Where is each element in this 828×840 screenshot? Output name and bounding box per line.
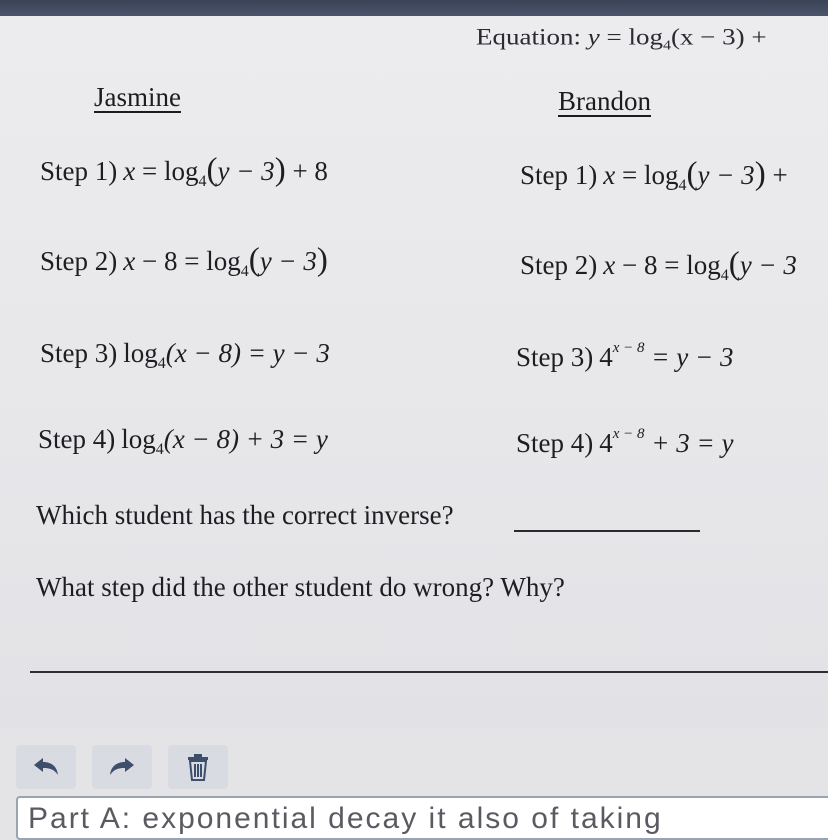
delete-button[interactable] [168, 745, 228, 789]
part-a-text: Part A: exponential decay it also of taking [28, 802, 663, 835]
jasmine-step-3: Step 3) $\log_4(x - 8) = y - 3$ [40, 338, 330, 372]
student-name-jasmine: Jasmine [94, 82, 181, 112]
given-equation: Equation: $y = \log_4(x - 3)$ + [476, 24, 767, 53]
jasmine-step-2: Step 2) $x - 8 = \log_4(y - 3)$ [40, 242, 328, 280]
redo-icon [107, 755, 137, 779]
trash-icon [185, 752, 211, 782]
question-wrong-step: What step did the other student do wrong? Why? [36, 572, 565, 602]
window-top-bar [0, 0, 828, 16]
student-name-brandon: Brandon [558, 86, 651, 116]
worksheet [0, 16, 828, 728]
jasmine-step-4: Step 4) $\log_4(x - 8) + 3 = y$ [38, 424, 328, 458]
answer-line [30, 671, 828, 673]
brandon-step-4: Step 4) $4^{x - 8} + 3 = y$ [516, 426, 734, 458]
undo-icon [31, 755, 61, 779]
brandon-step-1: Step 1) $x = \log_4(y - 3)$ + [520, 156, 788, 194]
brandon-step-2: Step 2) $x - 8 = \log_4(y - 3$ [520, 246, 797, 284]
question-correct-inverse: Which student has the correct inverse? [36, 500, 454, 530]
brandon-step-3: Step 3) $4^{x - 8} = y - 3$ [516, 340, 734, 372]
undo-button[interactable] [16, 745, 76, 789]
part-a-response-box[interactable] [16, 796, 828, 840]
jasmine-step-1: Step 1) $x = \log_4(y - 3) + 8$ [40, 152, 328, 190]
answer-blank [514, 530, 700, 532]
redo-button[interactable] [92, 745, 152, 789]
